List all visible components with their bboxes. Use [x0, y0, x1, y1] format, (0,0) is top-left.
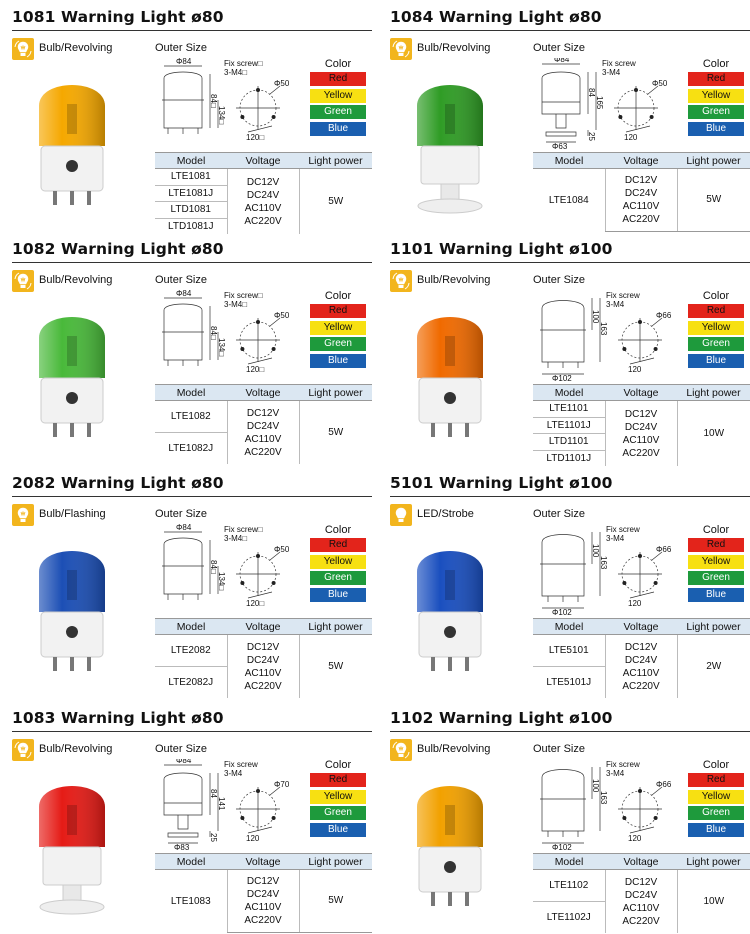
voltage-header: Voltage: [227, 153, 299, 169]
product-panel: [12, 8, 372, 233]
voltage-value: AC220V: [244, 215, 282, 227]
color-swatch-blue: Blue: [310, 588, 366, 602]
spec-table: [155, 618, 372, 698]
light-type-label: Bulb/Flashing: [39, 508, 106, 520]
spec-header-row: [533, 854, 750, 870]
dim-height: 165: [595, 96, 604, 110]
product-title: 5101 Warning Light ø100: [390, 474, 613, 492]
voltage-cell: [227, 401, 299, 465]
dim-height: 141: [217, 797, 226, 811]
light-type-label: Bulb/Revolving: [417, 743, 491, 755]
dimension-drawing: [158, 58, 318, 150]
voltage-header: Voltage: [227, 854, 299, 870]
light-type-label: Bulb/Revolving: [417, 42, 491, 54]
screw-size-label: 3-M4□: [224, 534, 248, 543]
product-panel: [390, 474, 750, 699]
color-swatch-green: Green: [688, 337, 744, 351]
color-heading: Color: [702, 524, 730, 536]
color-swatch-blue: Blue: [310, 122, 366, 136]
model-cell: LTE5101J: [546, 677, 592, 688]
dim-height: 134□: [217, 106, 226, 125]
color-swatch-red: Red: [688, 538, 744, 552]
revolving-bulb-icon: [390, 38, 412, 60]
color-swatch-red: Red: [688, 773, 744, 787]
color-swatch-yellow: Yellow: [688, 555, 744, 569]
dim-angle: 120: [628, 599, 642, 608]
voltage-header: Voltage: [605, 385, 677, 401]
voltage-value: AC110V: [622, 200, 660, 212]
dim-width: Φ84: [176, 759, 192, 765]
color-swatch-yellow: Yellow: [310, 89, 366, 103]
led-strobe-icon: [390, 504, 412, 526]
screw-size-label: 3-M4: [606, 534, 625, 543]
model-cell: LTE1102J: [546, 912, 591, 923]
color-swatch-blue: Blue: [688, 354, 744, 368]
outer-size-label: Outer Size: [155, 42, 207, 54]
color-swatch-green: Green: [688, 105, 744, 119]
voltage-value: AC110V: [244, 901, 282, 913]
dim-bolt-circle: Φ66: [656, 780, 672, 789]
dim-base-width: Φ102: [552, 374, 572, 382]
spec-header-row: [155, 153, 372, 169]
table-row: [533, 169, 750, 232]
spec-table: [533, 853, 750, 933]
dim-body: 100: [591, 544, 600, 558]
screw-size-label: 3-M4□: [224, 300, 248, 309]
voltage-value: AC220V: [622, 680, 660, 692]
outer-size-label: Outer Size: [533, 508, 585, 520]
voltage-header: Voltage: [227, 385, 299, 401]
color-swatch-red: Red: [310, 304, 366, 318]
fix-screw-label: Fix screw: [606, 291, 640, 300]
screw-size-label: 3-M4: [602, 68, 621, 77]
spec-table: [155, 384, 372, 464]
color-swatch-blue: Blue: [310, 354, 366, 368]
dim-angle: 120: [628, 834, 642, 843]
model-cell: LTE1102: [533, 870, 605, 902]
color-swatch-red: Red: [688, 72, 744, 86]
product-title: 1083 Warning Light ø80: [12, 709, 224, 727]
model-cell: LTE1101J: [533, 417, 605, 434]
color-swatch-yellow: Yellow: [688, 89, 744, 103]
power-header: Light power: [299, 153, 372, 169]
dim-body: 84□: [209, 560, 218, 574]
model-cell: LTE1081J: [155, 185, 227, 202]
table-row: [155, 169, 372, 186]
color-heading: Color: [702, 759, 730, 771]
light-type-label: Bulb/Revolving: [417, 274, 491, 286]
power-header: Light power: [299, 619, 372, 635]
color-swatch-green: Green: [688, 571, 744, 585]
product-panel: [12, 474, 372, 699]
spec-table: [533, 618, 750, 698]
dim-bolt-circle: Φ66: [656, 311, 672, 320]
flashing-bulb-icon: [12, 504, 34, 526]
dim-height: 163: [599, 322, 608, 336]
spec-header-row: [533, 619, 750, 635]
revolving-bulb-icon: [12, 38, 34, 60]
dimension-drawing: [536, 290, 696, 382]
voltage-value: AC110V: [622, 434, 660, 446]
table-row: [155, 635, 372, 667]
fix-screw-label: Fix screw□: [224, 291, 263, 300]
voltage-value: DC24V: [246, 189, 280, 201]
color-swatch-green: Green: [310, 337, 366, 351]
model-cell: LTD1081J: [168, 220, 214, 232]
model-cell: LTE2082: [155, 635, 227, 667]
power-header: Light power: [299, 854, 372, 870]
color-heading: Color: [324, 524, 352, 536]
fix-screw-label: Fix screw: [606, 525, 640, 534]
dim-base-width: Φ102: [552, 843, 572, 851]
product-title: 2082 Warning Light ø80: [12, 474, 224, 492]
fix-screw-label: Fix screw□: [224, 525, 263, 534]
outer-size-label: Outer Size: [155, 743, 207, 755]
dim-body: 84□: [209, 326, 218, 340]
dim-base-height: 25: [209, 833, 218, 842]
fix-screw-label: Fix screw□: [224, 59, 263, 68]
dim-bolt-circle: Φ50: [274, 545, 290, 554]
product-panel: [12, 240, 372, 465]
voltage-value: AC110V: [622, 667, 660, 679]
color-swatch-green: Green: [688, 806, 744, 820]
model-cell: LTE1081: [155, 169, 227, 186]
model-header: Model: [533, 854, 605, 870]
spec-header-row: [155, 385, 372, 401]
power-cell: 5W: [299, 870, 372, 933]
model-header: Model: [533, 619, 605, 635]
voltage-header: Voltage: [605, 153, 677, 169]
voltage-value: DC24V: [246, 888, 280, 900]
color-swatch-green: Green: [310, 806, 366, 820]
light-type-label: LED/Strobe: [417, 508, 474, 520]
spec-header-row: [533, 153, 750, 169]
dim-width: Φ84: [176, 524, 192, 532]
voltage-value: AC220V: [622, 447, 660, 459]
dim-base-width: Φ83: [174, 843, 190, 851]
voltage-value: DC12V: [624, 876, 658, 888]
voltage-cell: [605, 401, 677, 467]
dim-body: 100: [591, 310, 600, 324]
voltage-value: AC220V: [244, 446, 282, 458]
product-panel: [390, 240, 750, 465]
product-title: 1084 Warning Light ø80: [390, 8, 602, 26]
title-divider: [390, 731, 750, 732]
voltage-value: DC12V: [246, 176, 280, 188]
product-photo: [27, 298, 117, 453]
fix-screw-label: Fix screw: [606, 760, 640, 769]
voltage-value: AC220V: [622, 915, 660, 927]
spec-table: [155, 152, 372, 234]
dimension-drawing: [536, 759, 696, 851]
fix-screw-label: Fix screw: [224, 760, 258, 769]
color-swatch-red: Red: [310, 72, 366, 86]
product-photo: [405, 298, 495, 453]
color-heading: Color: [324, 58, 352, 70]
fix-screw-label: Fix screw: [602, 59, 636, 68]
model-cell: LTE1084: [548, 194, 589, 206]
spec-header-row: [533, 385, 750, 401]
screw-size-label: 3-M4: [606, 769, 625, 778]
dim-body: 84: [587, 88, 596, 97]
dim-body: 100: [591, 779, 600, 793]
color-swatch-blue: Blue: [310, 823, 366, 837]
title-divider: [12, 496, 372, 497]
voltage-cell: [227, 870, 299, 933]
voltage-value: DC12V: [246, 641, 280, 653]
power-cell: 5W: [677, 169, 750, 232]
revolving-bulb-icon: [390, 739, 412, 761]
dim-height: 163: [599, 556, 608, 570]
voltage-cell: [227, 635, 299, 699]
dim-height: 134□: [217, 338, 226, 357]
power-cell: 5W: [328, 427, 344, 438]
dimension-drawing: [158, 290, 318, 382]
spec-header-row: [155, 619, 372, 635]
voltage-value: DC24V: [624, 654, 658, 666]
light-type-label: Bulb/Revolving: [39, 42, 113, 54]
product-photo: [27, 767, 117, 922]
screw-size-label: 3-M4□: [224, 68, 248, 77]
dim-angle: 120□: [246, 365, 265, 374]
dim-angle: 120: [624, 133, 638, 142]
voltage-value: DC12V: [624, 174, 658, 186]
title-divider: [12, 30, 372, 31]
voltage-header: Voltage: [605, 854, 677, 870]
table-row: [155, 401, 372, 433]
product-photo: [27, 66, 117, 221]
outer-size-label: Outer Size: [533, 743, 585, 755]
voltage-value: AC110V: [622, 902, 660, 914]
voltage-value: DC24V: [624, 889, 658, 901]
dim-width: Φ84: [176, 290, 192, 298]
spec-header-row: [155, 854, 372, 870]
dim-angle: 120□: [246, 133, 265, 142]
product-panel: [12, 709, 372, 934]
title-divider: [390, 262, 750, 263]
model-header: Model: [533, 153, 605, 169]
product-title: 1081 Warning Light ø80: [12, 8, 224, 26]
dimension-drawing: [536, 58, 696, 150]
power-cell: 10W: [703, 428, 725, 439]
voltage-value: AC110V: [244, 202, 282, 214]
dim-bolt-circle: Φ66: [656, 545, 672, 554]
color-heading: Color: [324, 759, 352, 771]
power-cell: 5W: [328, 661, 344, 672]
power-header: Light power: [677, 619, 750, 635]
dim-body: 84□: [209, 94, 218, 108]
power-header: Light power: [299, 385, 372, 401]
color-heading: Color: [702, 58, 730, 70]
model-header: Model: [533, 385, 605, 401]
model-header: Model: [155, 153, 227, 169]
color-heading: Color: [702, 290, 730, 302]
color-heading: Color: [324, 290, 352, 302]
voltage-value: DC12V: [624, 408, 658, 420]
color-swatch-red: Red: [688, 304, 744, 318]
table-row: [533, 401, 750, 418]
color-swatch-blue: Blue: [688, 122, 744, 136]
dim-base-width: Φ63: [552, 142, 568, 150]
product-photo: [405, 767, 495, 922]
revolving-bulb-icon: [12, 739, 34, 761]
light-type-label: Bulb/Revolving: [39, 743, 113, 755]
table-row: [533, 870, 750, 902]
outer-size-label: Outer Size: [155, 274, 207, 286]
model-cell: LTE2082J: [168, 677, 214, 688]
dim-bolt-circle: Φ50: [274, 79, 290, 88]
spec-table: [155, 853, 372, 933]
table-row: [155, 870, 372, 933]
color-swatch-yellow: Yellow: [310, 790, 366, 804]
product-title: 1082 Warning Light ø80: [12, 240, 224, 258]
voltage-value: AC220V: [244, 680, 282, 692]
voltage-value: AC220V: [244, 914, 282, 926]
dim-angle: 120: [246, 834, 260, 843]
power-cell: 10W: [703, 896, 725, 907]
color-swatch-yellow: Yellow: [310, 555, 366, 569]
revolving-bulb-icon: [12, 270, 34, 292]
model-cell: LTD1081: [155, 202, 227, 219]
color-swatch-blue: Blue: [688, 588, 744, 602]
voltage-cell: [227, 169, 299, 235]
voltage-cell: [605, 870, 677, 934]
voltage-value: DC24V: [246, 654, 280, 666]
dim-body: 84: [209, 789, 218, 798]
model-cell: LTE1082: [155, 401, 227, 433]
color-swatch-yellow: Yellow: [688, 790, 744, 804]
power-header: Light power: [677, 854, 750, 870]
voltage-header: Voltage: [227, 619, 299, 635]
screw-size-label: 3-M4: [606, 300, 625, 309]
product-panel: [390, 709, 750, 934]
color-swatch-red: Red: [310, 773, 366, 787]
voltage-value: AC220V: [622, 213, 660, 225]
outer-size-label: Outer Size: [155, 508, 207, 520]
voltage-value: DC12V: [624, 641, 658, 653]
power-header: Light power: [677, 153, 750, 169]
spec-table: [533, 384, 750, 466]
color-swatch-yellow: Yellow: [310, 321, 366, 335]
voltage-cell: [605, 635, 677, 699]
dim-base-height: 25: [587, 132, 596, 141]
voltage-value: DC24V: [246, 420, 280, 432]
power-cell: 2W: [706, 661, 722, 672]
title-divider: [12, 731, 372, 732]
product-photo: [405, 532, 495, 687]
title-divider: [390, 496, 750, 497]
voltage-value: AC110V: [244, 667, 282, 679]
title-divider: [12, 262, 372, 263]
dim-bolt-circle: Φ50: [652, 79, 668, 88]
light-type-label: Bulb/Revolving: [39, 274, 113, 286]
product-photo: [27, 532, 117, 687]
dim-height: 163: [599, 791, 608, 805]
voltage-value: DC24V: [624, 421, 658, 433]
color-swatch-yellow: Yellow: [688, 321, 744, 335]
dim-bolt-circle: Φ50: [274, 311, 290, 320]
model-cell: LTE5101: [533, 635, 605, 667]
product-title: 1102 Warning Light ø100: [390, 709, 613, 727]
screw-size-label: 3-M4: [224, 769, 243, 778]
voltage-value: DC12V: [246, 875, 280, 887]
voltage-cell: [605, 169, 677, 232]
dim-angle: 120: [628, 365, 642, 374]
table-row: [533, 635, 750, 667]
outer-size-label: Outer Size: [533, 42, 585, 54]
model-cell: LTE1101: [533, 401, 605, 418]
color-swatch-green: Green: [310, 571, 366, 585]
spec-table: [533, 152, 750, 232]
dim-bolt-circle: Φ70: [274, 780, 290, 789]
model-cell: LTE1082J: [168, 443, 214, 454]
power-cell: 5W: [328, 196, 344, 207]
product-panel: [390, 8, 750, 233]
dim-angle: 120□: [246, 599, 265, 608]
model-cell: LTD1101: [533, 434, 605, 451]
dimension-drawing: [536, 524, 696, 616]
model-cell: LTD1101J: [546, 452, 592, 464]
voltage-value: DC12V: [246, 407, 280, 419]
model-header: Model: [155, 385, 227, 401]
product-title: 1101 Warning Light ø100: [390, 240, 613, 258]
dimension-drawing: [158, 524, 318, 616]
model-header: Model: [155, 854, 227, 870]
dimension-drawing: [158, 759, 318, 851]
dim-base-width: Φ102: [552, 608, 572, 616]
dim-height: 134□: [217, 572, 226, 591]
voltage-value: AC110V: [244, 433, 282, 445]
voltage-value: DC24V: [624, 187, 658, 199]
title-divider: [390, 30, 750, 31]
voltage-header: Voltage: [605, 619, 677, 635]
model-cell: LTE1083: [170, 895, 211, 907]
dim-width: Φ84: [554, 58, 570, 64]
revolving-bulb-icon: [390, 270, 412, 292]
product-photo: [405, 66, 495, 221]
dim-width: Φ84: [176, 58, 192, 66]
color-swatch-green: Green: [310, 105, 366, 119]
color-swatch-red: Red: [310, 538, 366, 552]
model-header: Model: [155, 619, 227, 635]
outer-size-label: Outer Size: [533, 274, 585, 286]
color-swatch-blue: Blue: [688, 823, 744, 837]
power-header: Light power: [677, 385, 750, 401]
